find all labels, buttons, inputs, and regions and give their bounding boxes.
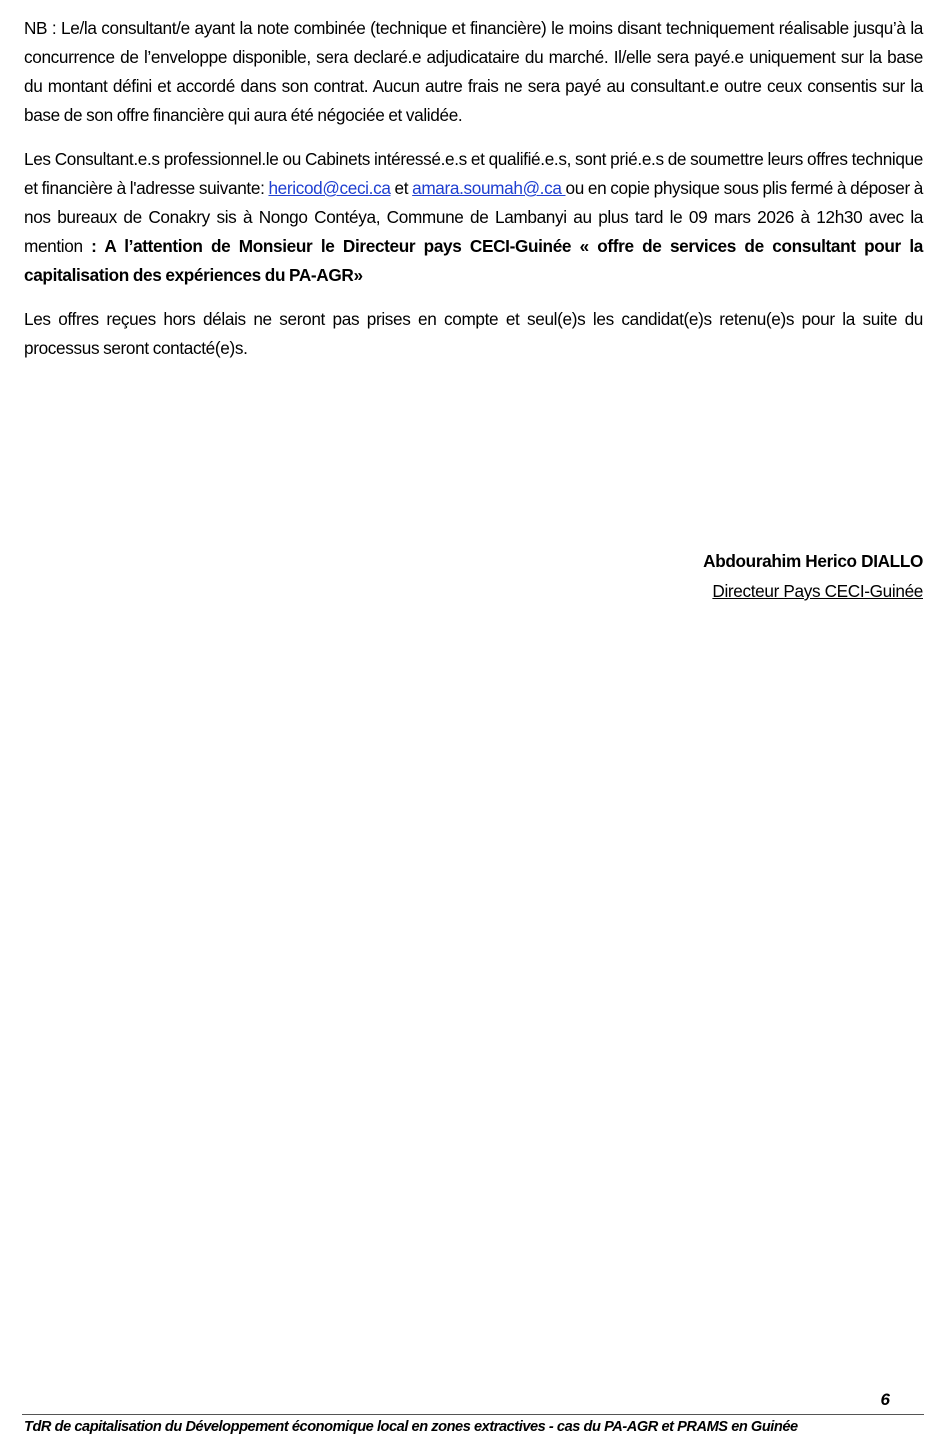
document-page bbox=[24, 14, 923, 377]
submission-paragraph bbox=[24, 145, 923, 290]
email-link-hericod[interactable]: hericod@ceci.ca bbox=[268, 178, 391, 198]
submission-colon: : bbox=[91, 236, 97, 256]
submission-connector: et bbox=[390, 178, 413, 198]
email-link-amara[interactable]: amara.soumah@.ca bbox=[412, 178, 566, 198]
nb-paragraph: NB : Le/la consultant/e ayant la note combinée (technique et financière) le moins disant techniquement réalisable jusqu’à la concurrence de l’enveloppe disponible, sera declaré.e adjudicataire du marché. Il/elle sera payé.e uniquement sur la base du montant défini et accordé dans son contrat. Aucun autre frais ne sera payé au consultant.e outre ceux consentis sur la base de son offre financière qui aura été négociée et validée. bbox=[24, 18, 923, 125]
submission-middle: ou en copie physique sous plis fermé à déposer à nos bureaux de Conakry sis à Nongo Contéya, Commune de Lambanyi au plus tard le 09 mars 2026 à 12h30 avec la mention bbox=[24, 178, 923, 256]
signatory-title: Directeur Pays CECI-Guinée bbox=[712, 581, 923, 601]
submission-mention: A l’attention de Monsieur le Directeur pays CECI-Guinée « offre de services de consultant pour la capitalisation des expériences du PA-AGR» bbox=[24, 236, 923, 285]
footer-divider bbox=[22, 1414, 924, 1415]
signatory-name: Abdourahim Herico DIALLO bbox=[703, 551, 923, 571]
page-number: 6 bbox=[880, 1390, 890, 1409]
footer-text: TdR de capitalisation du Développement économique local en zones extractives - cas du PA-AGR et PRAMS en Guinée bbox=[24, 1419, 798, 1435]
signature-block bbox=[703, 546, 923, 606]
late-offers-paragraph: Les offres reçues hors délais ne seront pas prises en compte et seul(e)s les candidat(e)s retenu(e)s pour la suite du processus seront contacté(e)s. bbox=[24, 309, 923, 358]
submission-intro: Les Consultant.e.s professionnel.le ou Cabinets intéressé.e.s et qualifié.e.s, sont prié.e.s de soumettre leurs offres technique et financière à l'adresse suivante: bbox=[24, 149, 923, 198]
